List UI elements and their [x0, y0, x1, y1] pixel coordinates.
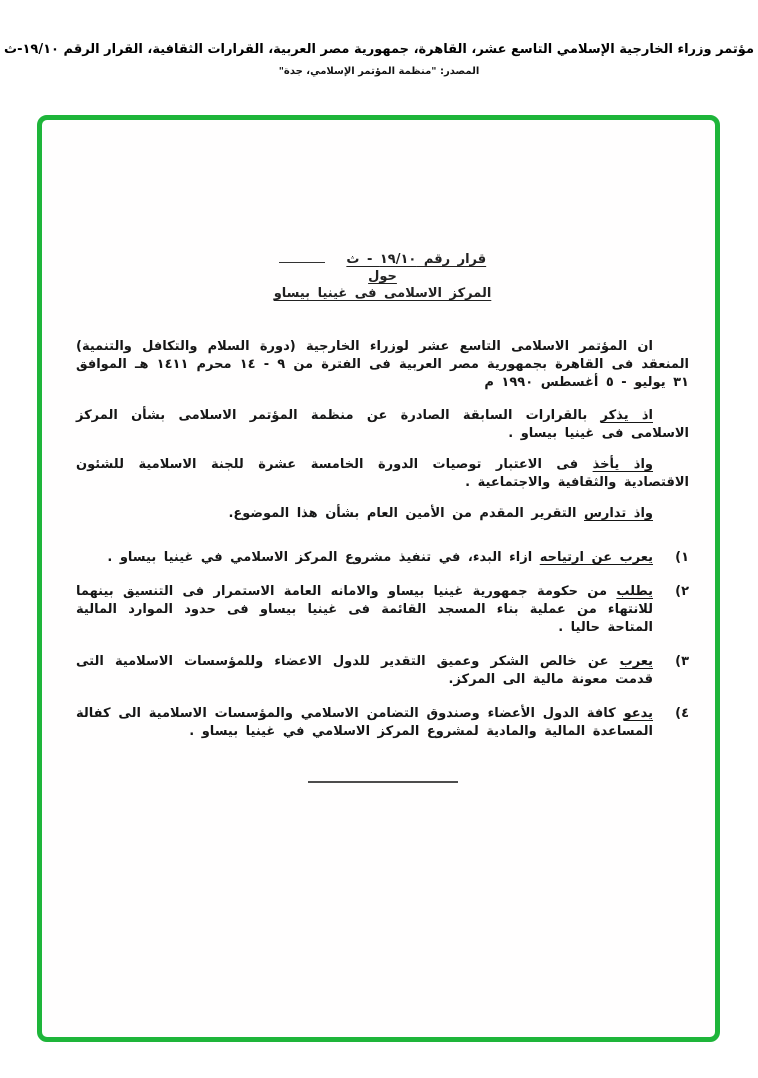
item-lead-3: يعرب — [619, 654, 654, 669]
resolution-title-block — [76, 250, 689, 302]
item-text-1 — [76, 549, 653, 567]
operative-item-2 — [76, 583, 689, 637]
item-text-2 — [76, 583, 653, 637]
preamble-lead-3: واذ تدارس — [583, 506, 653, 521]
item-text-4 — [76, 705, 653, 741]
blank-underline-segment — [279, 250, 325, 263]
item-lead-1: يعرب عن ارتياحه — [539, 550, 653, 565]
preamble-text-1: بالقرارات السابقة الصادرة عن منظمة المؤتمر الاسلامى بشأن المركز الاسلامى فى غينيا بيساو . — [76, 408, 689, 441]
opening-paragraph: ان المؤتمر الاسلامى التاسع عشر لوزراء الخارجية (دورة السلام والتكافل والتنمية) المنعقد فى القاهرة بجمهورية مصر العربية فى الفترة من ٩ - ١٤ محرم ١٤١١ هـ الموافق ٣١ يوليو - ٥ أغسطس ١٩٩٠ م — [76, 339, 689, 390]
title-subject-label: المركز الاسلامى فى غينيا بيساو — [273, 286, 492, 301]
title-about-label: حول — [368, 269, 397, 284]
document-header — [0, 42, 758, 77]
footer-divider-line — [308, 781, 458, 783]
operative-items-list — [76, 549, 689, 741]
preamble-text-2: فى الاعتبار توصيات الدورة الخامسة عشرة للجنة الاسلامية للشئون الاقتصادية والثقافية والاجتماعية . — [76, 457, 689, 490]
item-body-text-3: عن خالص الشكر وعميق التقدير للدول الاعضاء وللمؤسسات الاسلامية التى قدمت معونة مالية الى المركز. — [76, 654, 653, 687]
resolution-number-title: قرار رقم ١٩/١٠ - ث — [346, 252, 487, 267]
item-lead-4: يدعو — [623, 706, 653, 721]
preamble-text-3: التقرير المقدم من الأمين العام بشأن هذا الموضوع. — [228, 506, 577, 521]
item-number-3: ٣) — [675, 654, 689, 669]
item-number-4: ٤) — [675, 706, 689, 721]
preamble-paragraph-3 — [76, 505, 689, 523]
green-border-frame — [37, 115, 720, 1042]
operative-item-4 — [76, 705, 689, 741]
preamble-lead-1: اذ يذكر — [600, 408, 653, 423]
item-body-text-1: ازاء البدء، في تنفيذ مشروع المركز الاسلامي في غينيا بيساو . — [107, 550, 533, 565]
title-line-number — [76, 250, 689, 268]
item-text-3 — [76, 653, 653, 689]
item-body-text-4: كافة الدول الأعضاء وصندوق التضامن الاسلامي والمؤسسات الاسلامية الى كفالة المساعدة المالية والمادية لمشروع المركز الاسلامي في غينيا بيساو . — [76, 706, 653, 739]
header-source: المصدر: "منظمة المؤتمر الإسلامي، جدة" — [278, 66, 480, 77]
operative-item-3 — [76, 653, 689, 689]
item-number-2: ٢) — [675, 584, 689, 599]
title-line-subject — [76, 286, 689, 302]
item-lead-2: يطلب — [616, 584, 653, 599]
header-citation: مؤتمر وزراء الخارجية الإسلامي التاسع عشر، القاهرة، جمهورية مصر العربية، القرارات الثقافية، القرار الرقم ١٩/١٠-ث — [4, 42, 754, 57]
item-number-1: ١) — [675, 550, 689, 565]
preamble-lead-2: واذ يأخذ — [592, 457, 654, 472]
preamble-paragraph-1 — [76, 407, 689, 443]
preamble-paragraph-2 — [76, 456, 689, 492]
item-body-text-2: من حكومة جمهورية غينيا بيساو والامانه العامة الاستمرار فى التنسيق بينهما للانتهاء من عملية بناء المسجد القائمة فى غينيا بيساو فى حدود الموارد المالية المتاحة حاليا . — [76, 584, 653, 635]
operative-item-1 — [76, 549, 689, 567]
title-line-about — [76, 269, 689, 285]
resolution-body — [42, 120, 715, 783]
